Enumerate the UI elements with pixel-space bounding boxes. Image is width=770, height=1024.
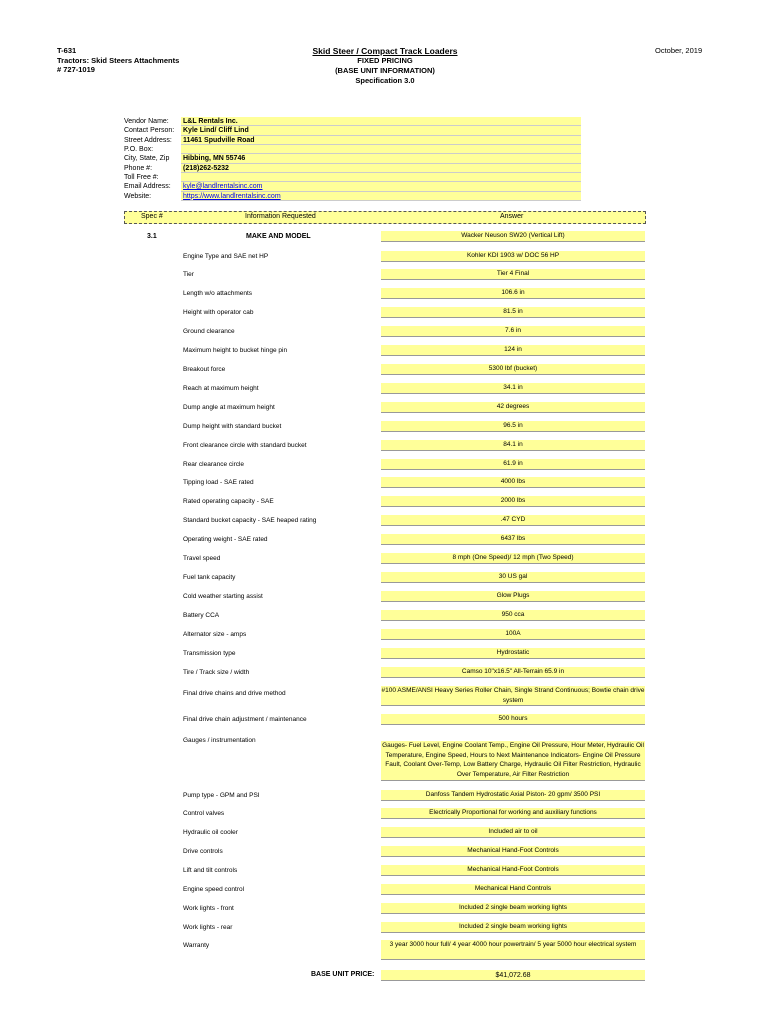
spec-row-answer[interactable]: Camso 10"x16.5" All-Terrain 65.9 in [381,667,645,678]
vendor-field-label: Email Address: [124,183,171,191]
specification-label: Specification 3.0 [355,76,415,85]
spec-row-answer[interactable]: Mechanical Hand Controls [381,884,645,895]
spec-column-header: Spec # [141,213,163,220]
spec-row-answer[interactable]: Gauges- Fuel Level, Engine Coolant Temp., Engine Oil Pressure, Hour Meter, Hydraulic Oil Temperature, Engine Speed, Hours to Next Maintenance Indicators- Engine Oil Pressure Fault, Coolant Over-Temp, Low Battery Charge, Hydraulic Oil Filter Restriction, Hydraulic Over Temperature, Air Filter Restriction [381,741,645,781]
spec-row-label: Pump type - GPM and PSI [183,792,260,799]
spec-row-label: Work lights - rear [183,924,233,931]
spec-row-label: Travel speed [183,555,221,562]
make-model-label: MAKE AND MODEL [246,233,311,240]
spec-row-label: Final drive chain adjustment / maintenance [183,716,307,723]
spec-row-answer[interactable]: Electrically Proportional for working and auxiliary functions [381,808,645,819]
spec-row-label: Control valves [183,810,225,817]
spec-row-label: Front clearance circle with standard bucket [183,442,307,449]
base-price-label: BASE UNIT PRICE: [311,971,375,978]
answer-column-header: Answer [500,213,524,220]
spec-row-label: Transmission type [183,650,236,657]
document-header-left [57,46,179,75]
spec-row-label: Dump height with standard bucket [183,423,282,430]
spec-row-label: Tipping load - SAE rated [183,479,254,486]
vendor-field-value[interactable] [181,173,581,182]
make-model-answer[interactable]: Wacker Neuson SW20 (Vertical Lift) [381,231,645,242]
spec-row-label: Rated operating capacity - SAE [183,498,274,505]
spec-row-label: Engine speed control [183,886,245,893]
spec-row-answer[interactable]: 7.6 in [381,326,645,337]
vendor-field-label: Street Address: [124,136,172,144]
spec-row-answer[interactable]: .47 CYD [381,515,645,526]
spec-row-answer[interactable]: 124 in [381,345,645,356]
spec-row-label: Fuel tank capacity [183,574,236,581]
vendor-field-label: Toll Free #: [124,174,159,182]
spec-row-answer[interactable]: 6437 lbs [381,534,645,545]
spec-row-answer[interactable]: Mechanical Hand-Foot Controls [381,865,645,876]
spec-row-label: Height with operator cab [183,309,254,316]
vendor-field-label: City, State, Zip [124,155,170,163]
spec-row-label: Breakout force [183,366,226,373]
spec-row-label: Drive controls [183,848,223,855]
spec-row-label: Cold weather starting assist [183,593,263,600]
spec-row-answer[interactable]: Danfoss Tandem Hydrostatic Axial Piston- 20 gpm/ 3500 PSI [381,790,645,801]
spec-row-label: Alternator size - amps [183,631,247,638]
spec-row-answer[interactable]: Kohler KDI 1903 w/ DOC 56 HP [381,251,645,262]
spec-row-answer[interactable]: 950 cca [381,610,645,621]
spec-row-label: Final drive chains and drive method [183,690,286,697]
spec-row-answer[interactable]: 106.6 in [381,288,645,299]
spec-row-label: Operating weight - SAE rated [183,536,268,543]
vendor-field-value[interactable]: Hibbing, MN 55746 [181,154,581,163]
vendor-field-value[interactable]: https://www.landlrentalsinc.com [181,192,581,201]
vendor-field-label: Vendor Name: [124,118,169,125]
spec-row-label: Standard bucket capacity - SAE heaped rating [183,517,317,524]
vendor-field-label: Phone #: [124,164,153,172]
spec-row-answer[interactable]: 81.5 in [381,307,645,318]
spec-number: 3.1 [147,233,157,240]
vendor-field-value[interactable] [181,145,581,154]
vendor-field-value[interactable]: L&L Rentals Inc. [181,117,581,126]
vendor-field-label: Website: [124,192,152,200]
spec-row-answer[interactable]: 96.5 in [381,421,645,432]
vendor-field-value[interactable]: kyle@landlrentalsinc.com [181,182,581,191]
vendor-field-label: Contact Person: [124,127,175,135]
vendor-field-value[interactable]: (218)262-5232 [181,164,581,173]
spec-row-label: Gauges / instrumentation [183,737,256,744]
spec-row-answer[interactable]: 8 mph (One Speed)/ 12 mph (Two Speed) [381,553,645,564]
spec-row-answer[interactable]: #100 ASME/ANSI Heavy Series Roller Chain, Single Strand Continuous; Bowtie chain drive system [381,686,645,706]
spec-row-label: Ground clearance [183,328,235,335]
contract-number: # 727-1019 [57,65,95,74]
spec-row-answer[interactable]: 84.1 in [381,440,645,451]
spec-row-answer[interactable]: Included 2 single beam working lights [381,903,645,914]
spec-row-label: Dump angle at maximum height [183,404,275,411]
table-header [124,211,646,224]
spec-row-label: Hydraulic oil cooler [183,829,238,836]
spec-row-label: Length w/o attachments [183,290,253,297]
pricing-type: FIXED PRICING [357,56,413,65]
spec-row-label: Lift and tilt controls [183,867,238,874]
document-title: Skid Steer / Compact Track Loaders [312,46,458,56]
info-column-header: Information Requested [245,213,316,220]
spec-row-answer[interactable]: 500 hours [381,714,645,725]
spec-row-answer[interactable]: 3 year 3000 hour full/ 4 year 4000 hour powertrain/ 5 year 5000 hour electrical system [381,940,645,960]
spec-row-label: Engine Type and SAE net HP [183,253,269,260]
spec-row-label: Rear clearance circle [183,461,245,468]
spec-row-answer[interactable]: Included air to oil [381,827,645,838]
spec-row-answer[interactable]: Included 2 single beam working lights [381,922,645,933]
base-price-value[interactable]: $41,072.68 [381,970,645,981]
spec-row-answer[interactable]: 30 US gal [381,572,645,583]
spec-row-answer[interactable]: 34.1 in [381,383,645,394]
spec-row-answer[interactable]: Mechanical Hand-Foot Controls [381,846,645,857]
vendor-field-label: P.O. Box: [124,146,154,154]
spec-row-answer[interactable]: Glow Plugs [381,591,645,602]
vendor-field-value[interactable]: Kyle Lind/ Cliff Lind [181,126,581,135]
document-date: October, 2019 [655,46,703,55]
spec-row-answer[interactable]: 61.9 in [381,459,645,470]
spec-row-label: Tier [183,271,194,278]
spec-row-answer[interactable]: 42 degrees [381,402,645,413]
spec-row-label: Maximum height to bucket hinge pin [183,347,288,354]
spec-row-answer[interactable]: 2000 lbs [381,496,645,507]
spec-row-answer[interactable]: Tier 4 Final [381,269,645,280]
doc-code: T-631 [57,46,77,55]
spec-row-answer[interactable]: 100A [381,629,645,640]
base-info-label: (BASE UNIT INFORMATION) [335,66,435,75]
spec-row-label: Warranty [183,942,210,949]
spec-row-label: Work lights - front [183,905,234,912]
spec-row-label: Battery CCA [183,612,220,619]
document-header-center [290,46,480,86]
spec-row-answer[interactable]: Hydrostatic [381,648,645,659]
vendor-field-value[interactable]: 11461 Spudville Road [181,136,581,145]
spec-row-answer[interactable]: 4000 lbs [381,477,645,488]
spec-row-answer[interactable]: 5300 lbf (bucket) [381,364,645,375]
spec-row-label: Reach at maximum height [183,385,259,392]
spec-row-label: Tire / Track size / width [183,669,250,676]
doc-category: Tractors: Skid Steers Attachments [57,55,180,65]
